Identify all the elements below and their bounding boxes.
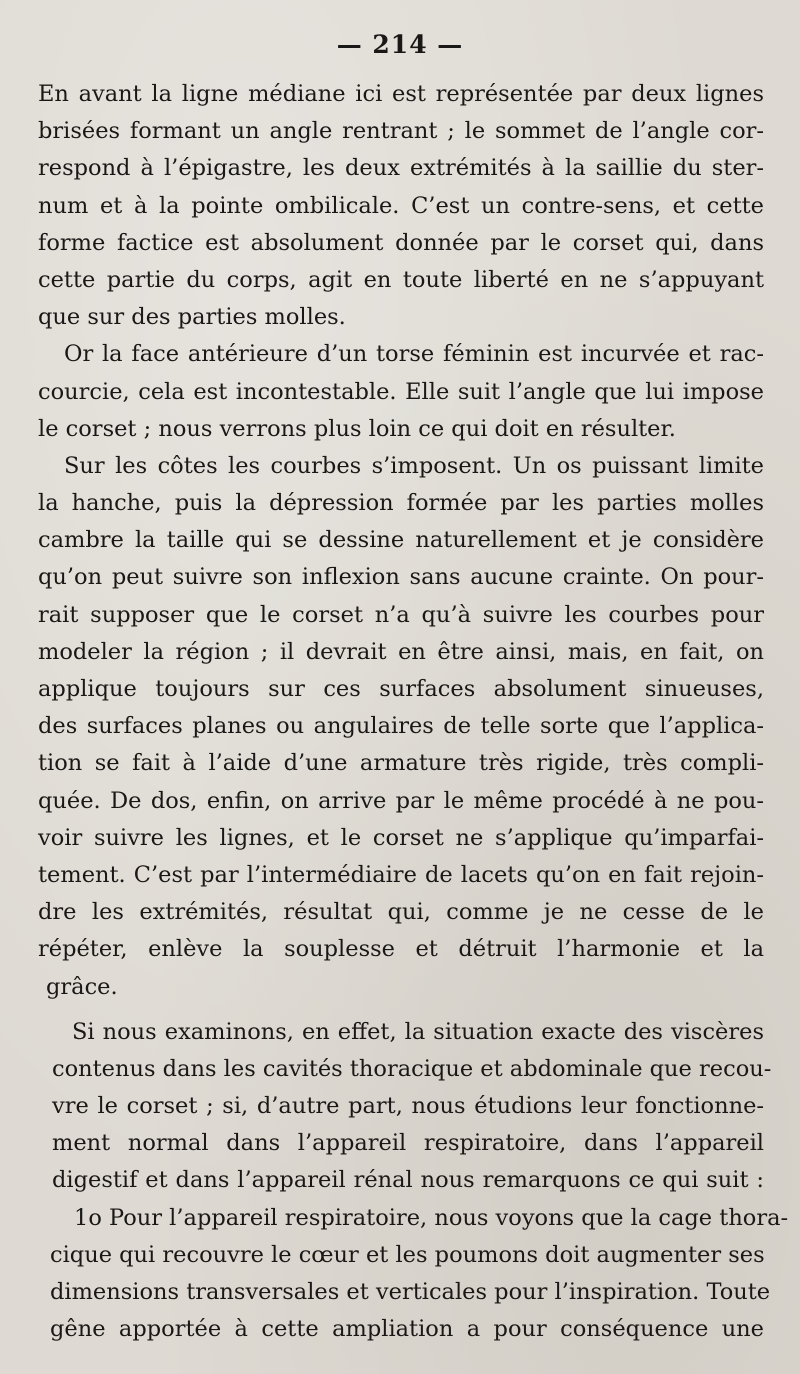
paragraph [38, 1014, 772, 1200]
text-line: contenus dans les cavités thoracique et abdominale que recou- [52, 1055, 772, 1082]
text-line: gêne apportée à cette ampliation a pour conséquence une [50, 1316, 764, 1343]
paragraph [38, 336, 764, 448]
page-number: — 214 — [336, 30, 464, 59]
text-line: tion se fait à l’aide d’une armature très rigide, très compli- [38, 750, 764, 777]
text-line: Or la face antérieure d’un torse féminin est incurvée et rac- [64, 341, 764, 368]
text-line: ment normal dans l’appareil respiratoire, dans l’appareil [52, 1130, 764, 1157]
text-line: tement. C’est par l’intermédiaire de lacets qu’on en fait rejoin- [38, 861, 764, 888]
text-line: répéter, enlève la souplesse et détruit l’harmonie et la [38, 936, 764, 963]
paragraph [38, 76, 764, 336]
text-line: brisées formant un angle rentrant ; le sommet de l’angle cor- [38, 118, 764, 145]
text-line: le corset ; nous verrons plus loin ce qui doit en résulter. [38, 415, 676, 442]
text-line: quée. De dos, enfin, on arrive par le même procédé à ne pou- [38, 787, 764, 814]
text-line: Sur les côtes les courbes s’imposent. Un os puissant limite [64, 452, 764, 479]
body-text [38, 76, 789, 1348]
text-line: cambre la taille qui se dessine naturellement et je considère [38, 527, 764, 554]
text-line: applique toujours sur ces surfaces absolument sinueuses, [38, 676, 764, 702]
text-line: que sur des parties molles. [38, 304, 346, 331]
text-line: vre le corset ; si, d’autre part, nous étudions leur fonctionne- [52, 1093, 764, 1120]
text-line: cique qui recouvre le cœur et les poumons doit augmenter ses [50, 1241, 765, 1268]
text-line: dimensions transversales et verticales pour l’inspiration. Toute [50, 1279, 771, 1305]
text-line: forme factice est absolument donnée par le corset qui, dans [38, 229, 764, 256]
paragraph [38, 448, 764, 1006]
paragraph [38, 1200, 789, 1349]
text-line: rait supposer que le corset n’a qu’à suivre les courbes pour [38, 601, 764, 628]
text-line: num et à la pointe ombilicale. C’est un contre-sens, et cette [38, 192, 764, 219]
text-line: grâce. [46, 973, 118, 1000]
text-line: cette partie du corps, agit en toute liberté en ne s’appuyant [38, 266, 764, 293]
text-line: En avant la ligne médiane ici est représentée par deux lignes [38, 81, 764, 107]
text-line: modeler la région ; il devrait en être ainsi, mais, en fait, on [38, 638, 764, 665]
text-line: qu’on peut suivre son inflexion sans aucune crainte. On pour- [38, 564, 764, 591]
text-line: courcie, cela est incontestable. Elle suit l’angle que lui impose [38, 378, 764, 405]
text-line: des surfaces planes ou angulaires de telle sorte que l’applica- [38, 713, 764, 740]
text-line: 1o Pour l’appareil respiratoire, nous voyons que la cage thora- [74, 1204, 789, 1231]
text-line: Si nous examinons, en effet, la situation exacte des viscères [72, 1018, 764, 1045]
text-line: respond à l’épigastre, les deux extrémités à la saillie du ster- [38, 155, 764, 182]
text-line: voir suivre les lignes, et le corset ne s’applique qu’imparfai- [38, 824, 764, 851]
text-line: la hanche, puis la dépression formée par les parties molles [38, 490, 764, 517]
text-line: digestif et dans l’appareil rénal nous remarquons ce qui suit : [52, 1167, 764, 1194]
text-line: dre les extrémités, résultat qui, comme je ne cesse de le [38, 899, 764, 926]
